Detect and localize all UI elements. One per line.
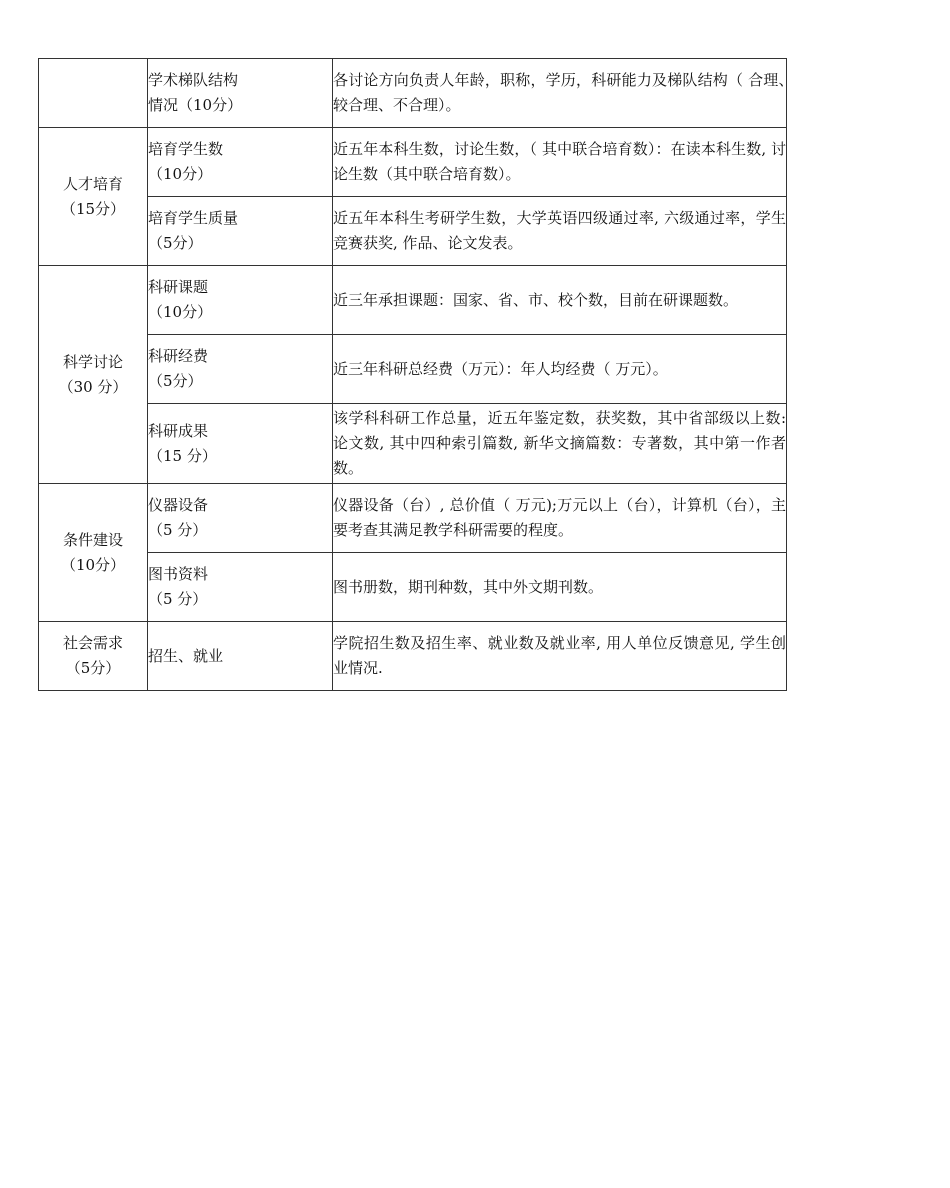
description-cell: 近三年承担课题：国家、省、市、校个数，目前在研课题数。 (333, 266, 787, 335)
item-score: （15 分） (148, 446, 217, 465)
category-score: （15分） (60, 199, 126, 218)
item-cell (148, 553, 333, 622)
category-score: （10分） (60, 555, 126, 574)
item-score: （5分） (148, 234, 203, 252)
item-name: 科研经费 (148, 347, 209, 365)
item-cell (148, 197, 333, 266)
category-name: 条件建设 (62, 530, 123, 549)
category-cell (39, 266, 148, 484)
description-cell: 近五年本科生考研学生数，大学英语四级通过率, 六级通过率，学生竞赛获奖, 作品、论文发表。 (333, 197, 787, 266)
item-cell (148, 128, 333, 197)
description-cell: 该学科科研工作总量，近五年鉴定数，获奖数，其中省部级以上数: 论文数, 其中四种索引篇数, 新华文摘篇数：专著数，其中第一作者数。 (333, 404, 787, 484)
category-cell-empty (39, 59, 148, 128)
item-score: （5 分） (148, 590, 208, 608)
item-name: 科研课题 (148, 278, 209, 296)
item-name: 培育学生质量 (148, 209, 239, 227)
item-name: 招生、就业 (148, 646, 224, 665)
table-row (39, 622, 787, 691)
category-name: 科学讨论 (62, 352, 123, 371)
category-cell (39, 128, 148, 266)
category-score: （5分） (65, 659, 121, 677)
item-cell (148, 266, 333, 335)
item-name: 培育学生数 (148, 140, 224, 158)
description-cell: 各讨论方向负责人年龄，职称，学历，科研能力及梯队结构（ 合理、 较合理、不合理）。 (333, 59, 787, 128)
description-cell: 近五年本科生数，讨论生数，（ 其中联合培育数）：在读本科生数, 讨论生数（其中联合培育数）。 (333, 128, 787, 197)
table-row (39, 553, 787, 622)
category-cell (39, 484, 148, 622)
table-row (39, 484, 787, 553)
table-row (39, 335, 787, 404)
category-cell (39, 622, 148, 691)
item-name: 学术梯队结构 (148, 71, 239, 89)
item-name: 图书资料 (148, 565, 209, 583)
item-score: （5 分） (148, 521, 208, 539)
item-score: （10分） (148, 165, 213, 183)
table-row (39, 59, 787, 128)
item-cell (148, 404, 333, 484)
category-name: 人才培育 (62, 174, 123, 193)
item-cell (148, 335, 333, 404)
table-row (39, 404, 787, 484)
item-cell (148, 622, 333, 691)
table-row (39, 266, 787, 335)
description-cell: 近三年科研总经费（万元）：年人均经费（ 万元）。 (333, 335, 787, 404)
evaluation-table (38, 58, 817, 691)
table-row (39, 128, 787, 197)
description-cell: 仪器设备（台）, 总价值（ 万元);万元以上（台），计算机（台），主要考查其满足教学科研需要的程度。 (333, 484, 787, 553)
description-cell: 学院招生数及招生率、就业数及就业率, 用人单位反馈意见, 学生创业情况. (333, 622, 787, 691)
table-row (39, 197, 787, 266)
description-cell: 图书册数，期刊种数，其中外文期刊数。 (333, 553, 787, 622)
item-name: 科研成果 (148, 421, 209, 440)
item-name: 仪器设备 (148, 496, 209, 514)
item-cell (148, 484, 333, 553)
item-score: （5分） (148, 372, 203, 390)
item-cell (148, 59, 333, 128)
item-score: （10分） (148, 303, 213, 321)
item-score: 情况（10分） (148, 96, 243, 114)
category-name: 社会需求 (62, 634, 123, 652)
category-score: （30 分） (58, 377, 128, 396)
